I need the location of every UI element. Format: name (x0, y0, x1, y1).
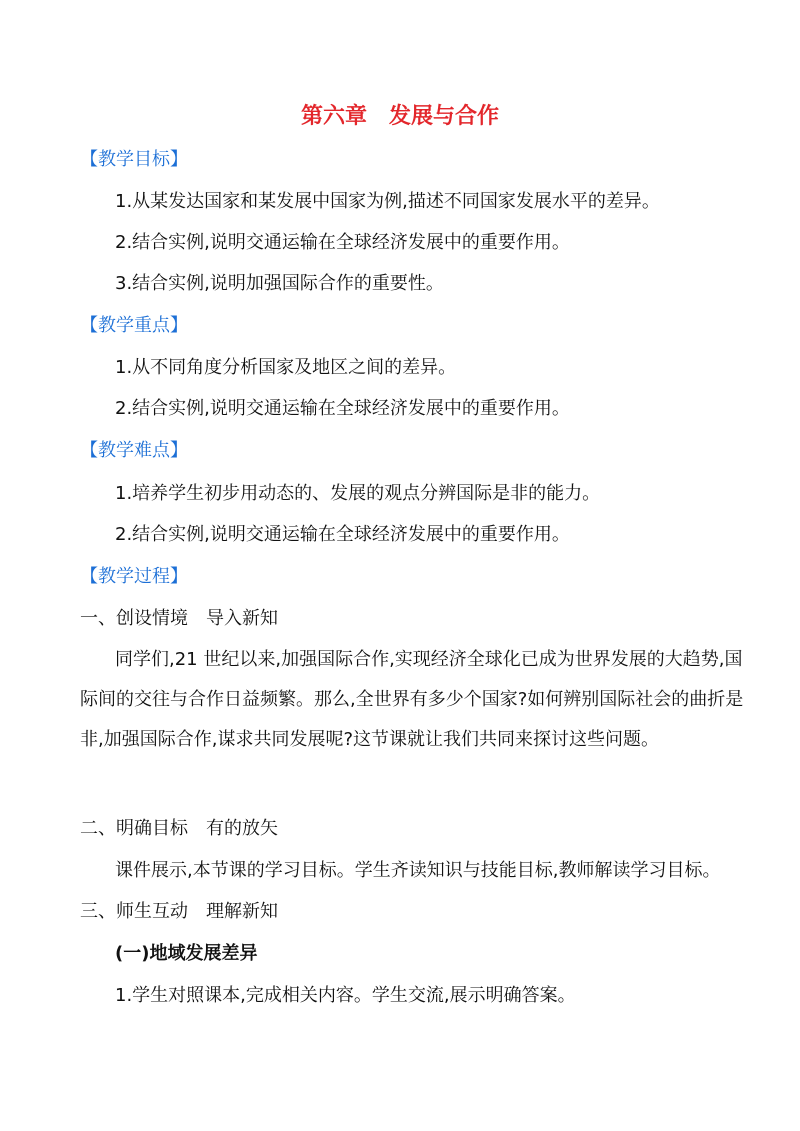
objective-item-2: 2.结合实例,说明交通运输在全球经济发展中的重要作用。 (115, 232, 570, 253)
process-step-2-title: 二、明确目标 有的放矢 (80, 818, 278, 839)
objectives-heading: 【教学目标】 (80, 149, 188, 170)
difficulty-item-2: 2.结合实例,说明交通运输在全球经济发展中的重要作用。 (115, 524, 570, 545)
process-step-3-text: 1.学生对照课本,完成相关内容。学生交流,展示明确答案。 (115, 985, 576, 1006)
subsection-title: (一)地域发展差异 (115, 943, 258, 964)
process-step-1-text: 同学们,21 世纪以来,加强国际合作,实现经济全球化已成为世界发展的大趋势,国际间的交往与合作日益频繁。那么,全世界有多少个国家?如何辨别国际社会的曲折是非,加强国际合作,谋求共同发展呢?这节课就让我们共同来探讨这些问题。 (80, 649, 744, 750)
process-step-2-text: 课件展示,本节课的学习目标。学生齐读知识与技能目标,教师解读学习目标。 (115, 860, 721, 881)
key-point-item-1: 1.从不同角度分析国家及地区之间的差异。 (115, 357, 457, 378)
key-points-heading: 【教学重点】 (80, 315, 188, 336)
difficulties-heading: 【教学难点】 (80, 440, 188, 461)
process-heading: 【教学过程】 (80, 566, 188, 587)
chapter-title: 第六章 发展与合作 (300, 104, 499, 129)
difficulty-item-1: 1.培养学生初步用动态的、发展的观点分辨国际是非的能力。 (115, 483, 601, 504)
objective-item-1: 1.从某发达国家和某发展中国家为例,描述不同国家发展水平的差异。 (115, 191, 660, 212)
key-point-item-2: 2.结合实例,说明交通运输在全球经济发展中的重要作用。 (115, 398, 570, 419)
objective-item-3: 3.结合实例,说明加强国际合作的重要性。 (115, 273, 444, 294)
process-step-3-title: 三、师生互动 理解新知 (80, 901, 278, 922)
process-step-1-title: 一、创设情境 导入新知 (80, 608, 278, 629)
